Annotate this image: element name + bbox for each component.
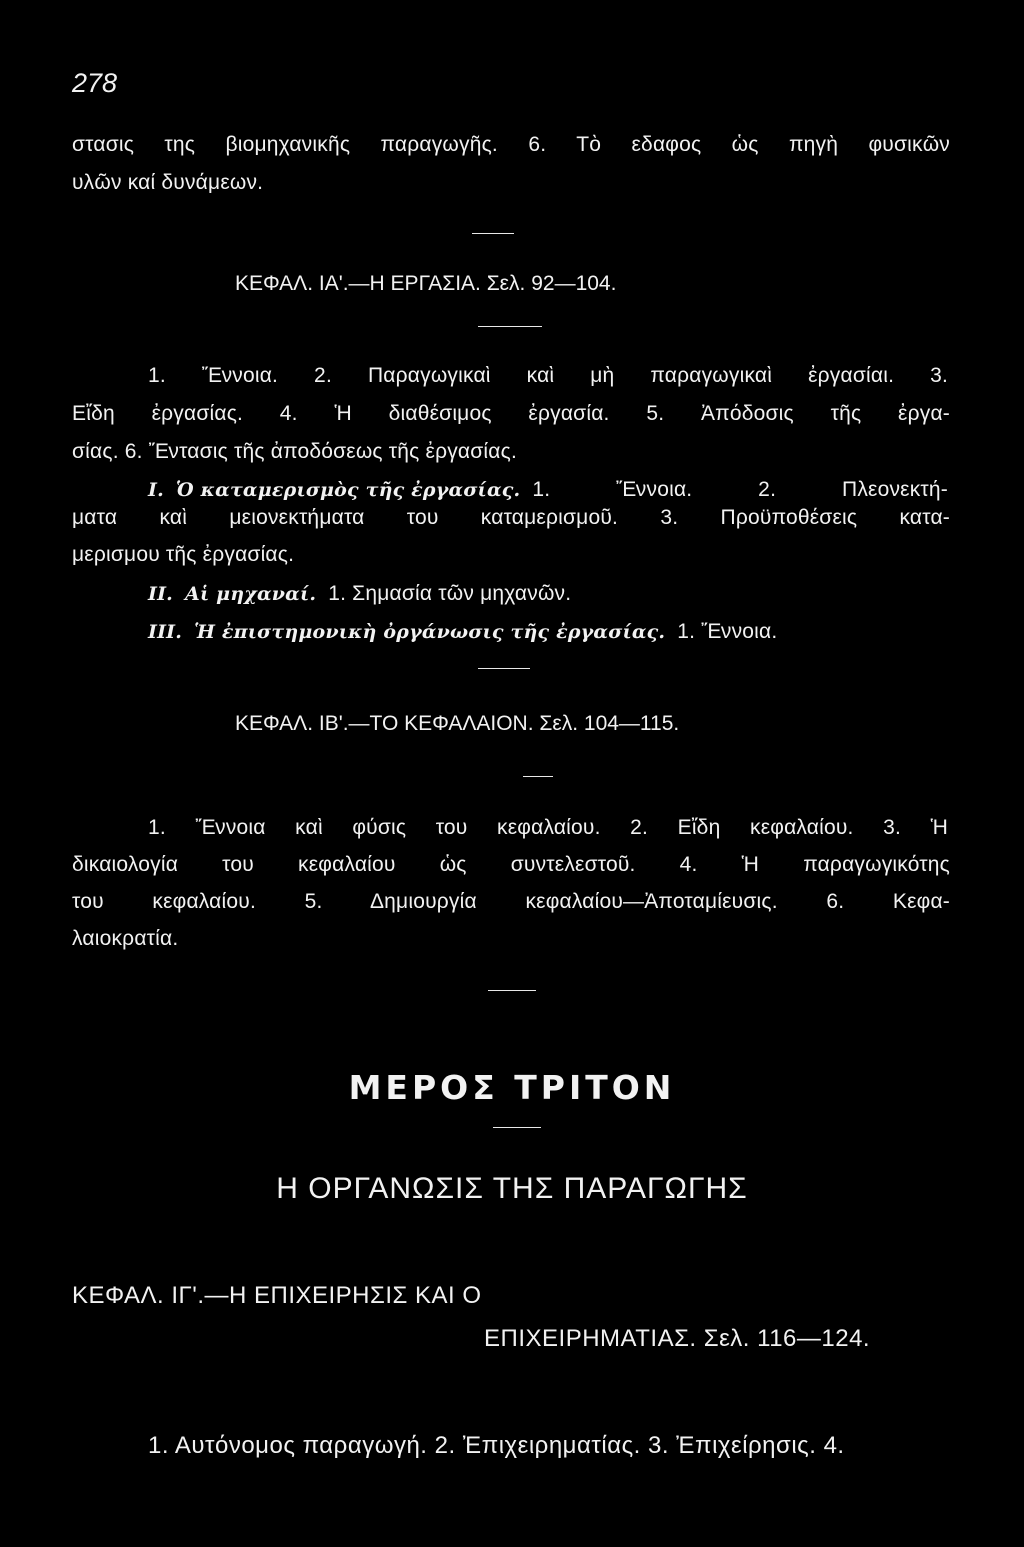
section-3-line — [148, 620, 777, 644]
section-2-title: Αἱ μηχαναί. — [185, 583, 317, 605]
page-number: 278 — [72, 68, 118, 98]
section-3-rest: 1. Ἔννοια. — [677, 620, 778, 643]
section-1-line-2: ματα καὶ μειονεκτήματα του καταμερισμοῦ. 3. Προϋποθέσεις κατα- — [72, 506, 950, 529]
section-3-number: ΙΙΙ. — [148, 621, 183, 643]
separator-rule — [523, 776, 553, 777]
section-2-rest: 1. Σημασία τῶν μηχανῶν. — [328, 582, 572, 605]
part-title: ΜΕΡΟΣ ΤΡΙΤΟΝ — [348, 1068, 676, 1107]
chapter-13-heading-line-1: ΚΕΦΑΛ. ΙΓ'.—Η ΕΠΙΧΕΙΡΗΣΙΣ ΚΑΙ Ο — [72, 1282, 482, 1309]
chapter-12-line-4: λαιοκρατία. — [72, 927, 179, 950]
section-1-title: Ὁ καταμερισμὸς τῆς ἐργασίας. — [175, 479, 521, 501]
section-3-title: Ἡ ἐπιστημονικὴ ὀργάνωσις τῆς ἐργασίας. — [194, 621, 666, 643]
chapter-11-heading: ΚΕΦΑΛ. ΙΑ'.—Η ΕΡΓΑΣΙΑ. Σελ. 92—104. — [235, 272, 617, 295]
chapter-11-line-3: σίας. 6. Ἔντασις τῆς ἀποδόσεως τῆς ἐργασίας. — [72, 440, 517, 463]
section-1-line — [148, 478, 948, 502]
section-2-line — [148, 582, 571, 606]
section-2-number: ΙΙ. — [148, 583, 173, 605]
chapter-13-heading-line-2: ΕΠΙΧΕΙΡΗΜΑΤΙΑΣ. Σελ. 116—124. — [484, 1325, 871, 1352]
chapter-11-line-1: 1. Ἔννοια. 2. Παραγωγικαὶ καὶ μὴ παραγωγικαὶ ἐργασίαι. 3. — [148, 364, 948, 387]
part-subtitle: Η ΟΡΓΑΝΩΣΙΣ ΤΗΣ ΠΑΡΑΓΩΓΗΣ — [276, 1172, 748, 1205]
chapter-12-line-2: δικαιολογία του κεφαλαίου ὡς συντελεστοῦ. 4. Ἡ παραγωγικότης — [72, 853, 950, 876]
intro-line-2: υλῶν καί δυνάμεων. — [72, 171, 264, 194]
intro-line-1: στασις της βιομηχανικῆς παραγωγῆς. 6. Τὸ εδαφος ὡς πηγὴ φυσικῶν — [72, 133, 950, 156]
separator-rule — [478, 668, 530, 669]
section-1-number: Ι. — [148, 479, 164, 501]
section-1-rest: 1. Ἔννοια. 2. Πλεονεκτή- — [532, 478, 948, 501]
chapter-12-line-3: του κεφαλαίου. 5. Δημιουργία κεφαλαίου—Ἀποταμίευσις. 6. Κεφα- — [72, 890, 950, 913]
separator-rule — [478, 326, 542, 327]
separator-rule — [488, 990, 536, 991]
section-1-line-3: μερισμου τῆς ἐργασίας. — [72, 543, 295, 566]
chapter-12-line-1: 1. Ἔννοια καὶ φύσις του κεφαλαίου. 2. Εἴδη κεφαλαίου. 3. Ἡ — [148, 816, 948, 839]
separator-rule — [472, 233, 514, 234]
chapter-12-heading: ΚΕΦΑΛ. ΙΒ'.—ΤΟ ΚΕΦΑΛΑΙΟΝ. Σελ. 104—115. — [235, 712, 680, 735]
separator-rule — [493, 1127, 541, 1128]
chapter-13-line-1: 1. Αυτόνομος παραγωγή. 2. Ἐπιχειρηματίας. 3. Ἐπιχείρησις. 4. — [148, 1432, 845, 1459]
chapter-11-line-2: Εἴδη ἐργασίας. 4. Ἡ διαθέσιμος ἐργασία. 5. Ἀπόδοσις τῆς ἐργα- — [72, 402, 950, 425]
